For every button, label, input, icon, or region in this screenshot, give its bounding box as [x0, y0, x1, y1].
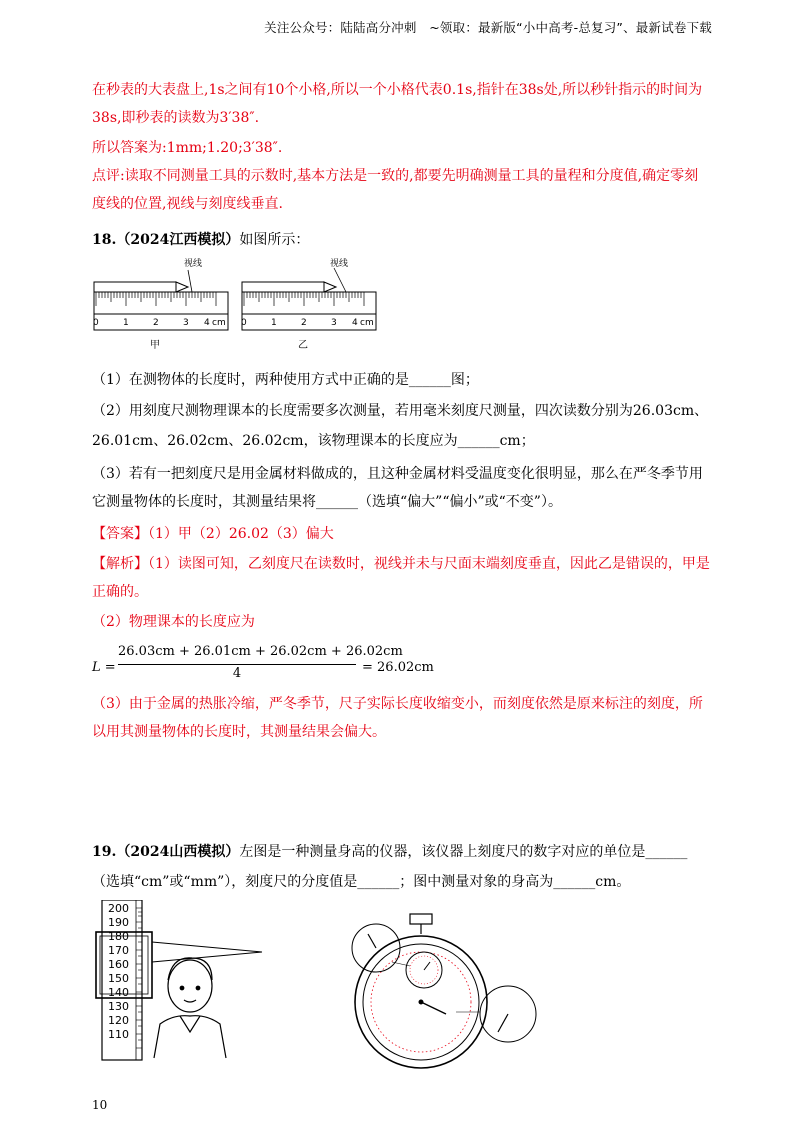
answer-tag: 【答案】 [92, 526, 148, 542]
q18-answer [92, 520, 712, 548]
stopwatch-icon [352, 914, 536, 1068]
ruler-figure [88, 256, 388, 352]
q18-analysis-3: （3）由于金属的热胀冷缩，严冬季节，尺子实际长度收缩变小，而刻度依然是原来标注的刻度，所以用其测量物体的长度时，其测量结果会偏大。 [92, 696, 703, 740]
answer-text: （1）甲（2）26.02（3）偏大 [148, 526, 334, 542]
ruler-a [93, 257, 228, 351]
q19-number: 19. [92, 844, 117, 860]
formula [92, 644, 712, 688]
q18-sub1: （1）在测物体的长度时，两种使用方式中正确的是______图； [92, 372, 479, 388]
ruler-a-tick-1: 1 [123, 318, 129, 328]
ruler-b-unit: cm [360, 318, 374, 328]
analysis-text-1: （1）读图可知，乙刻度尺在读数时，视线并未与尺面末端刻度垂直，因此乙是错误的，甲是正确的。 [92, 556, 710, 600]
scale-160: 160 [108, 958, 129, 971]
scale-110: 110 [108, 1028, 129, 1041]
ruler-b-sight-label: 视线 [330, 259, 349, 269]
q19-text-1: 左图是一种测量身高的仪器，该仪器上刻度尺的数字对应的单位是______ [239, 844, 688, 860]
q18-analysis-2: （2）物理课本的长度应为 [92, 614, 255, 630]
ruler-a-tick-0: 0 [93, 318, 99, 328]
scale-180: 180 [108, 930, 129, 943]
ruler-b-label: 乙 [298, 340, 308, 351]
ruler-a-tick-3: 3 [183, 318, 189, 328]
scale-150: 150 [108, 972, 129, 985]
scale-120: 120 [108, 1014, 129, 1027]
ruler-b-tick-4: 4 [352, 318, 358, 328]
q18-source: （2024江西模拟） [116, 232, 240, 248]
formula-bar [118, 664, 356, 665]
ruler-b-tick-2: 2 [301, 318, 307, 328]
explain-paragraph-1: 在秒表的大表盘上,1s之间有10个小格,所以一个小格代表0.1s,指针在38s处,所以秒针指示的时间为38s,即秒表的读数为3′38″. [92, 82, 703, 126]
ruler-a-tick-4: 4 [204, 318, 210, 328]
formula-rhs: = 26.02cm [362, 660, 434, 675]
scale-200: 200 [108, 902, 129, 915]
q18-sub3: （3）若有一把刻度尺是用金属材料做成的，且这种金属材料受温度变化很明显，那么在严冬季节用它测量物体的长度时，其测量结果将______（选填“偏大”“偏小”或“不变”）。 [92, 466, 703, 510]
ruler-b-tick-0: 0 [241, 318, 247, 328]
analysis-tag: 【解析】 [92, 556, 148, 572]
height-meter-figure [94, 900, 324, 1070]
q18-stem: 如图所示： [239, 232, 310, 248]
ruler-b-tick-1: 1 [271, 318, 277, 328]
q18-analysis-1 [92, 550, 712, 606]
q18-title [92, 226, 712, 254]
q19-line2: （选填“cm”或“mm”），刻度尺的分度值是______；图中测量对象的身高为______cm。 [92, 874, 631, 890]
scale-170: 170 [108, 944, 129, 957]
person-icon [154, 958, 226, 1058]
ruler-a-sight-label: 视线 [184, 259, 203, 269]
q18-sub2: （2）用刻度尺测物理课本的长度需要多次测量，若用毫米刻度尺测量，四次读数分别为26.03cm、26.01cm、26.02cm、26.02cm，该物理课本的长度应为______cm； [92, 403, 709, 449]
page-number: 10 [92, 1098, 108, 1112]
page-header: 关注公众号：陆陆高分冲刺 ~领取：最新版“小中高考-总复习”、最新试卷下载 [264, 20, 712, 35]
ruler-a-unit: cm [212, 318, 226, 328]
scale-190: 190 [108, 916, 129, 929]
q18-number: 18. [92, 232, 117, 248]
explain-paragraph-3: 点评:读取不同测量工具的示数时,基本方法是一致的,都要先明确测量工具的量程和分度值,确定零刻度线的位置,视线与刻度线垂直. [92, 168, 699, 212]
formula-lhs: L = [92, 660, 116, 675]
ruler-a-label: 甲 [150, 340, 160, 351]
scale-140: 140 [108, 986, 129, 999]
q19-line1 [92, 838, 712, 866]
ruler-b [241, 257, 376, 351]
formula-denominator: 4 [232, 666, 242, 681]
explain-paragraph-2: 所以答案为:1mm;1.20;3′38″. [92, 140, 283, 156]
stopwatch-figure [344, 912, 544, 1072]
q19-source: （2024山西模拟） [116, 844, 240, 860]
scale-130: 130 [108, 1000, 129, 1013]
ruler-b-tick-3: 3 [331, 318, 337, 328]
ruler-a-tick-2: 2 [153, 318, 159, 328]
formula-numerator: 26.03cm + 26.01cm + 26.02cm + 26.02cm [118, 644, 403, 659]
